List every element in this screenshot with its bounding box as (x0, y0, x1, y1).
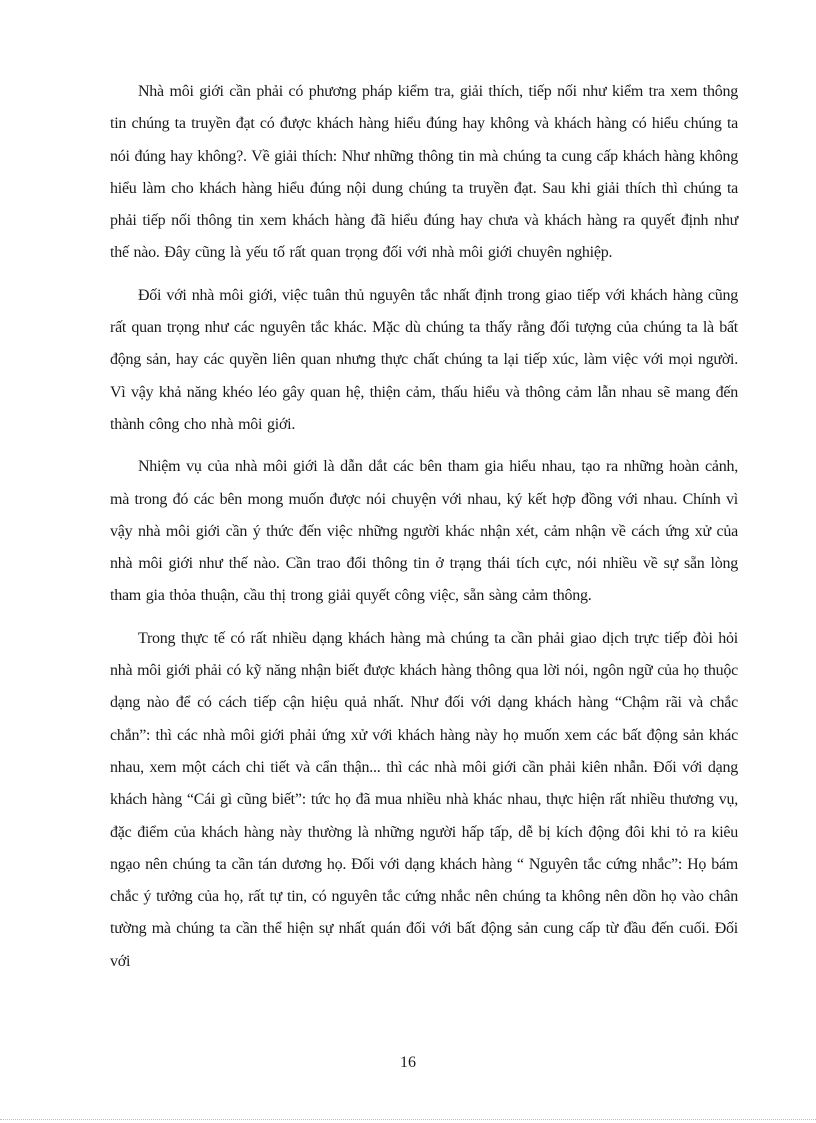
paragraph-3: Nhiệm vụ của nhà môi giới là dẫn dắt các bên tham gia hiểu nhau, tạo ra những hoàn cảnh, mà trong đó các bên mong muốn được nói chuyện với nhau, ký kết hợp đồng với nhau. Chính vì vậy nhà môi giới cần ý thức đến việc những người khác nhận xét, cảm nhận về cách ứng xử của nhà môi giới như thế nào. Cần trao đổi thông tin ở trạng thái tích cực, nói nhiều về sự sẵn lòng tham gia thỏa thuận, cầu thị trong giải quyết công việc, sẵn sàng cảm thông. (110, 458, 738, 605)
paragraph-2: Đối với nhà môi giới, việc tuân thủ nguyên tắc nhất định trong giao tiếp với khách hàng cũng rất quan trọng như các nguyên tắc khác. Mặc dù chúng ta thấy rằng đối tượng của chúng ta là bất động sản, hay các quyền liên quan nhưng thực chất chúng ta lại tiếp xúc, làm việc với mọi người. Vì vậy khả năng khéo léo gây quan hệ, thiện cảm, thấu hiểu và thông cảm lẫn nhau sẽ mang đến thành công cho nhà môi giới. (110, 286, 738, 433)
page-number: 16 (400, 1054, 416, 1071)
body-text (110, 76, 738, 988)
paragraph-1: Nhà môi giới cần phải có phương pháp kiểm tra, giải thích, tiếp nối như kiểm tra xem thông tin chúng ta truyền đạt có được khách hàng hiểu đúng hay không và khách hàng có hiểu chúng ta nói đúng hay không?. Về giải thích: Như những thông tin mà chúng ta cung cấp khách hàng không hiểu làm cho khách hàng hiểu đúng nội dung chúng ta truyền đạt. Sau khi giải thích thì chúng ta phải tiếp nối thông tin xem khách hàng đã hiểu đúng hay chưa và khách hàng ra quyết định như thế nào. Đây cũng là yếu tố rất quan trọng đối với nhà môi giới chuyên nghiệp. (110, 83, 738, 262)
page-bottom-divider (0, 1119, 816, 1120)
paragraph-4: Trong thực tế có rất nhiều dạng khách hàng mà chúng ta cần phải giao dịch trực tiếp đòi hỏi nhà môi giới phải có kỹ năng nhận biết được khách hàng thông qua lời nói, ngôn ngữ của họ thuộc dạng nào để có cách tiếp cận hiệu quả nhất. Như đối với dạng khách hàng “Chậm rãi và chắc chắn”: thì các nhà môi giới phải ứng xử với khách hàng này họ muốn xem các bất động sản khác nhau, xem một cách chi tiết và cẩn thận... thì các nhà môi giới cần phải kiên nhẫn. Đối với dạng khách hàng “Cái gì cũng biết”: tức họ đã mua nhiều nhà khác nhau, thực hiện rất nhiều thương vụ, đặc điểm của khách hàng này thường là những người hấp tấp, dễ bị kích động đôi khi tỏ ra kiêu ngạo nên chúng ta cần tán dương họ. Đối với dạng khách hàng “ Nguyên tắc cứng nhắc”: Họ bám chắc ý tưởng của họ, rất tự tin, có nguyên tắc cứng nhắc nên chúng ta không nên dồn họ vào chân tường mà chúng ta cần thể hiện sự nhất quán đối với bất động sản cung cấp từ đầu đến cuối. Đối với (110, 629, 738, 970)
